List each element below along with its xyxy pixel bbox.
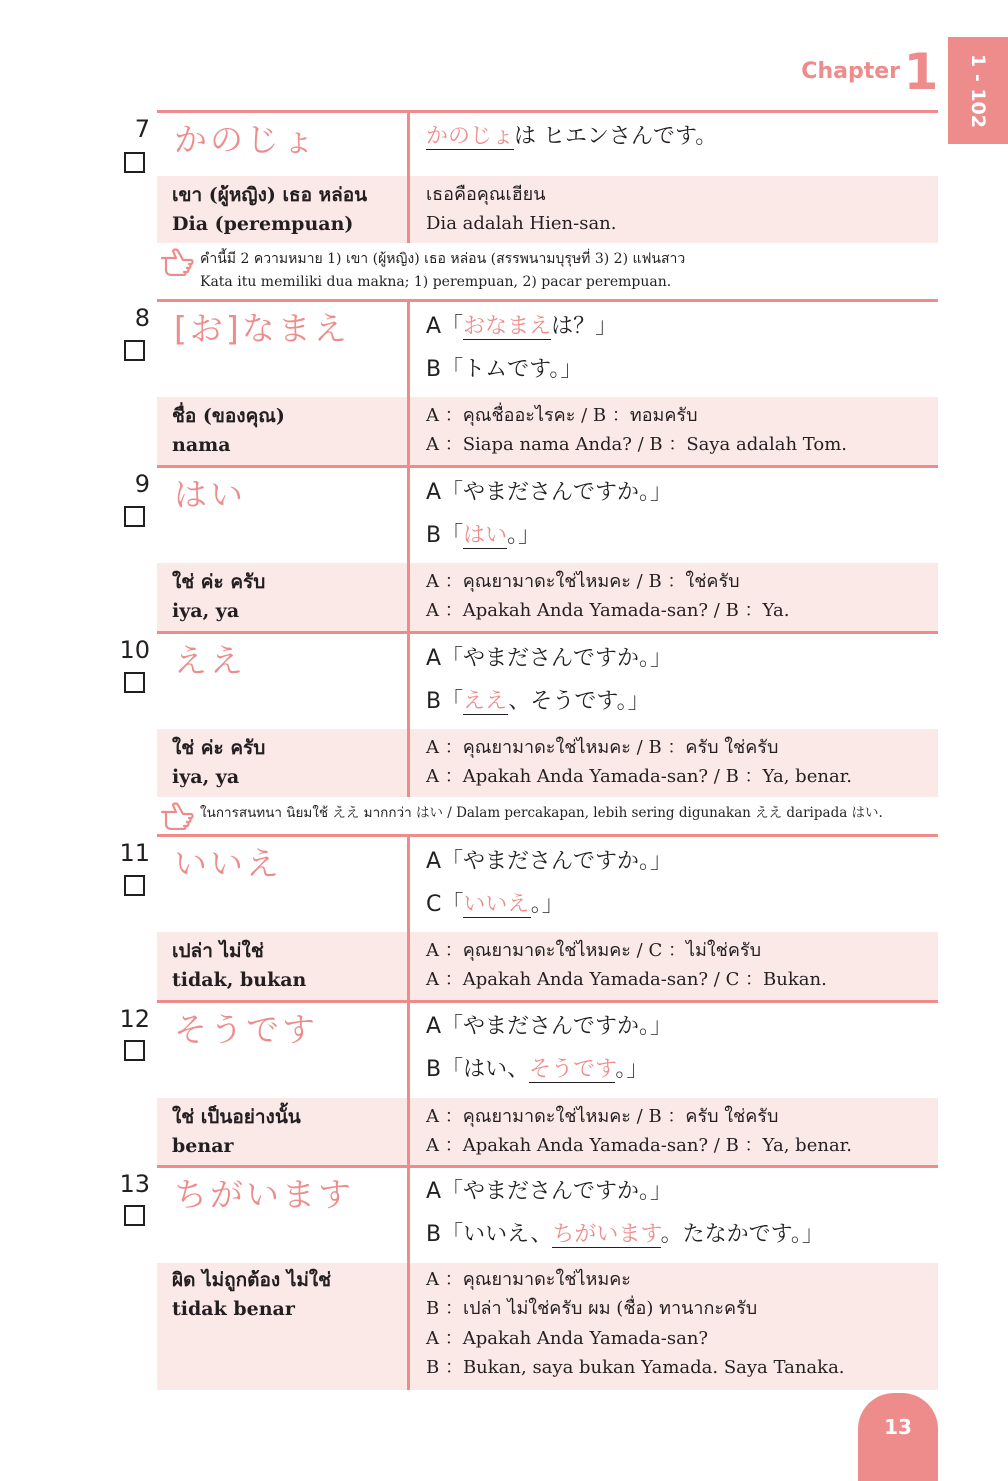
entry-divider	[157, 631, 938, 634]
note-text: ในการสนทนา นิยมใช้ ええ มากกว่า はい / Dalam percakapan, lebih sering digunakan ええ daripada はい.	[200, 805, 883, 821]
checkbox[interactable]	[124, 340, 145, 361]
example-sentence: A「やまださんですか。」	[426, 646, 673, 671]
example-sentence: B「トムです。」	[426, 357, 583, 382]
column-divider	[407, 397, 410, 465]
vocab-word: ちがいます	[174, 1175, 354, 1214]
translation-box	[157, 729, 938, 797]
example-sentence: C「いいえ。」	[426, 892, 564, 917]
translation-box	[157, 397, 938, 465]
column-divider	[407, 563, 410, 631]
translation-box	[157, 1098, 938, 1166]
column-divider	[407, 1263, 410, 1390]
page-number-tab	[858, 1393, 938, 1481]
example-sentence: A「やまださんですか。」	[426, 480, 673, 505]
translation-box	[157, 932, 938, 1000]
entry-number: 10	[119, 636, 150, 664]
example-highlight: いいえ	[463, 892, 531, 917]
entry-number: 8	[134, 304, 150, 332]
example-sentence: A「やまださんですか。」	[426, 1014, 673, 1039]
translation-indonesian: iya, ya	[172, 766, 240, 788]
vocab-entry-11	[0, 834, 1008, 1000]
example-sentence: A「おなまえは？」	[426, 314, 618, 339]
vocab-word: そうです	[174, 1010, 318, 1049]
page-number: 13	[884, 1415, 912, 1439]
column-divider	[407, 176, 410, 243]
translation-box	[157, 1263, 938, 1390]
checkbox[interactable]	[124, 875, 145, 896]
translation-indonesian: benar	[172, 1135, 234, 1157]
vocab-entry-9	[0, 465, 1008, 631]
usage-note	[160, 246, 938, 296]
translation-indonesian: nama	[172, 434, 231, 456]
example-translation-thai: A ：คุณชื่ออะไรคะ / B ：ทอมครับ	[426, 405, 698, 426]
translation-thai: ใช่ เป็นอย่างนั้น	[172, 1106, 301, 1128]
translation-indonesian: tidak, bukan	[172, 969, 307, 991]
example-translation-thai: เธอคือคุณเฮียน	[426, 184, 546, 205]
entry-divider	[157, 299, 938, 302]
example-highlight: ちがいます	[552, 1222, 661, 1247]
checkbox[interactable]	[124, 1040, 145, 1061]
example-translation-thai: A ：คุณยามาดะใช่ไหมคะ / B ：ครับ ใช่ครับ	[426, 737, 779, 758]
translation-thai: เขา (ผู้หญิง) เธอ หล่อน	[172, 184, 368, 206]
chapter-label: Chapter	[801, 59, 900, 84]
example-sentence: B「はい、そうです。」	[426, 1057, 649, 1082]
example-highlight: おなまえ	[463, 314, 552, 339]
vocab-entry-13	[0, 1165, 1008, 1390]
example-translation-indonesian: A ：Apakah Anda Yamada-san? / B ：Ya.	[426, 600, 790, 621]
translation-box	[157, 176, 938, 243]
example-translation-thai: A ：คุณยามาดะใช่ไหมคะ / B ：ใช่ครับ	[426, 571, 740, 592]
translation-indonesian: tidak benar	[172, 1298, 295, 1320]
translation-thai: ชื่อ (ของคุณ)	[172, 405, 285, 427]
example-translation-indonesian: A ：Apakah Anda Yamada-san? / B ：Ya, benar.	[426, 766, 853, 787]
pointing-hand-icon	[160, 248, 194, 276]
column-divider	[407, 465, 410, 563]
example-translation-indonesian: B ：Bukan, saya bukan Yamada. Saya Tanaka.	[426, 1357, 845, 1378]
column-divider	[407, 729, 410, 797]
example-translation-indonesian: Dia adalah Hien-san.	[426, 213, 617, 234]
note-text-indonesian: Kata itu memiliki dua makna; 1) perempuan, 2) pacar perempuan.	[200, 274, 672, 290]
example-highlight: はい	[463, 523, 508, 548]
example-sentence	[426, 122, 717, 152]
chapter-number: 1	[903, 43, 939, 101]
entry-divider	[157, 834, 938, 837]
example-translation-thai: A ：คุณยามาดะใช่ไหมคะ	[426, 1269, 631, 1290]
pointing-hand-icon	[160, 802, 194, 830]
example-translation-indonesian: A ：Apakah Anda Yamada-san?	[426, 1328, 709, 1349]
column-divider	[407, 1098, 410, 1166]
example-post: は ヒエンさんです。	[514, 124, 718, 149]
vocab-word: かのじょ	[174, 120, 318, 159]
translation-thai: ใช่ ค่ะ ครับ	[172, 571, 266, 593]
translation-thai: ผิด ไม่ถูกต้อง ไม่ใช่	[172, 1269, 332, 1291]
translation-thai: เปล่า ไม่ใช่	[172, 940, 264, 962]
vocab-word: [お]なまえ	[174, 309, 350, 348]
example-sentence: A「やまださんですか。」	[426, 849, 673, 874]
vocab-word: いいえ	[174, 844, 282, 883]
example-translation-indonesian: A ：Siapa nama Anda? / B ：Saya adalah Tom.	[426, 434, 848, 455]
checkbox[interactable]	[124, 1205, 145, 1226]
entry-divider	[157, 110, 938, 113]
entry-number: 13	[119, 1170, 150, 1198]
checkbox[interactable]	[124, 506, 145, 527]
vocab-word: はい	[174, 475, 246, 514]
entry-number: 11	[119, 839, 150, 867]
usage-note	[160, 800, 938, 834]
entry-divider	[157, 1000, 938, 1003]
entry-number: 9	[134, 470, 150, 498]
column-divider	[407, 834, 410, 932]
vocab-entry-7	[0, 110, 1008, 243]
example-sentence: B「ええ、そうです。」	[426, 689, 650, 714]
entry-divider	[157, 1165, 938, 1168]
column-divider	[407, 932, 410, 1000]
example-translation-indonesian: A ：Apakah Anda Yamada-san? / C ：Bukan.	[426, 969, 827, 990]
example-highlight: そうです	[529, 1057, 616, 1082]
entry-number: 12	[119, 1005, 150, 1033]
translation-box	[157, 563, 938, 631]
translation-indonesian: Dia (perempuan)	[172, 213, 354, 235]
checkbox[interactable]	[124, 672, 145, 693]
vocab-entry-12	[0, 1000, 1008, 1166]
example-highlight: かのじょ	[426, 124, 515, 149]
vocab-entry-8	[0, 299, 1008, 465]
entry-divider	[157, 465, 938, 468]
example-sentence: B「いいえ、ちがいます。たなかです。」	[426, 1222, 824, 1247]
example-translation-thai: A ：คุณยามาดะใช่ไหมคะ / C ：ไม่ใช่ครับ	[426, 940, 762, 961]
example-sentence: A「やまださんですか。」	[426, 1179, 673, 1204]
column-divider	[407, 631, 410, 729]
example-translation-thai: B ：เปล่า ไม่ใช่ครับ ผม (ชื่อ) ทานากะครับ	[426, 1298, 758, 1319]
vocab-word: ええ	[174, 641, 246, 680]
column-divider	[407, 1000, 410, 1098]
translation-thai: ใช่ ค่ะ ครับ	[172, 737, 266, 759]
entry-number: 7	[134, 115, 150, 143]
example-translation-thai: A ：คุณยามาดะใช่ไหมคะ / B ：ครับ ใช่ครับ	[426, 1106, 779, 1127]
column-divider	[407, 110, 410, 176]
note-text-thai: คำนี้มี 2 ความหมาย 1) เขา (ผู้หญิง) เธอ หล่อน (สรรพนามบุรุษที่ 3) 2) แฟนสาว	[200, 251, 686, 267]
vocab-entry-10	[0, 631, 1008, 797]
column-divider	[407, 1165, 410, 1263]
checkbox[interactable]	[124, 152, 145, 173]
example-translation-indonesian: A ：Apakah Anda Yamada-san? / B ：Ya, benar.	[426, 1135, 853, 1156]
example-highlight: ええ	[463, 689, 509, 714]
column-divider	[407, 299, 410, 397]
side-tab-range: 1 - 102	[967, 53, 989, 128]
translation-indonesian: iya, ya	[172, 600, 240, 622]
example-sentence: B「はい。」	[426, 523, 541, 548]
